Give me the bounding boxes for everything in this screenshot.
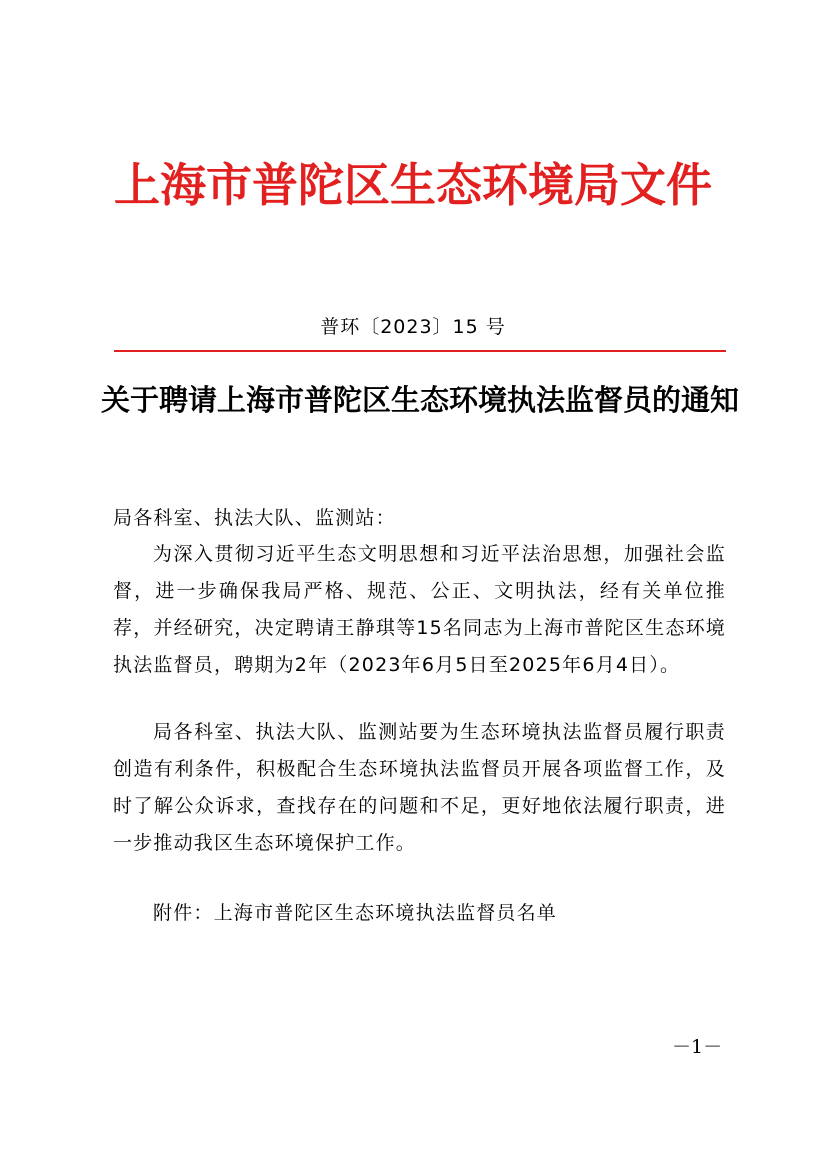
document-title: 关于聘请上海市普陀区生态环境执法监督员的通知 <box>100 383 739 417</box>
issuer-header-title: 上海市普陀区生态环境局文件 <box>114 158 712 212</box>
document-number: 普环〔2023〕15 号 <box>320 316 506 338</box>
body-paragraph-2: 局各科室、执法大队、监测站要为生态环境执法监督员履行职责创造有利条件，积极配合生态环境执法监督员开展各项监督工作，及时了解公众诉求，查找存在的问题和不足，更好地依法履行职责，进一步推动我区生态环境保护工作。 <box>113 721 726 854</box>
attachment-note: 附件：上海市普陀区生态环境执法监督员名单 <box>153 902 558 924</box>
body-paragraph-1: 为深入贯彻习近平生态文明思想和习近平法治思想，加强社会监督，进一步确保我局严格、规范、公正、文明执法，经有关单位推荐，并经研究，决定聘请王静琪等15名同志为上海市普陀区生态环境执法监督员，聘期为2年（2023年6月5日至2025年6月4日）。 <box>113 543 726 676</box>
salutation: 局各科室、执法大队、监测站： <box>113 507 396 529</box>
red-separator-line <box>114 350 726 352</box>
page-number: －1－ <box>672 1036 723 1058</box>
